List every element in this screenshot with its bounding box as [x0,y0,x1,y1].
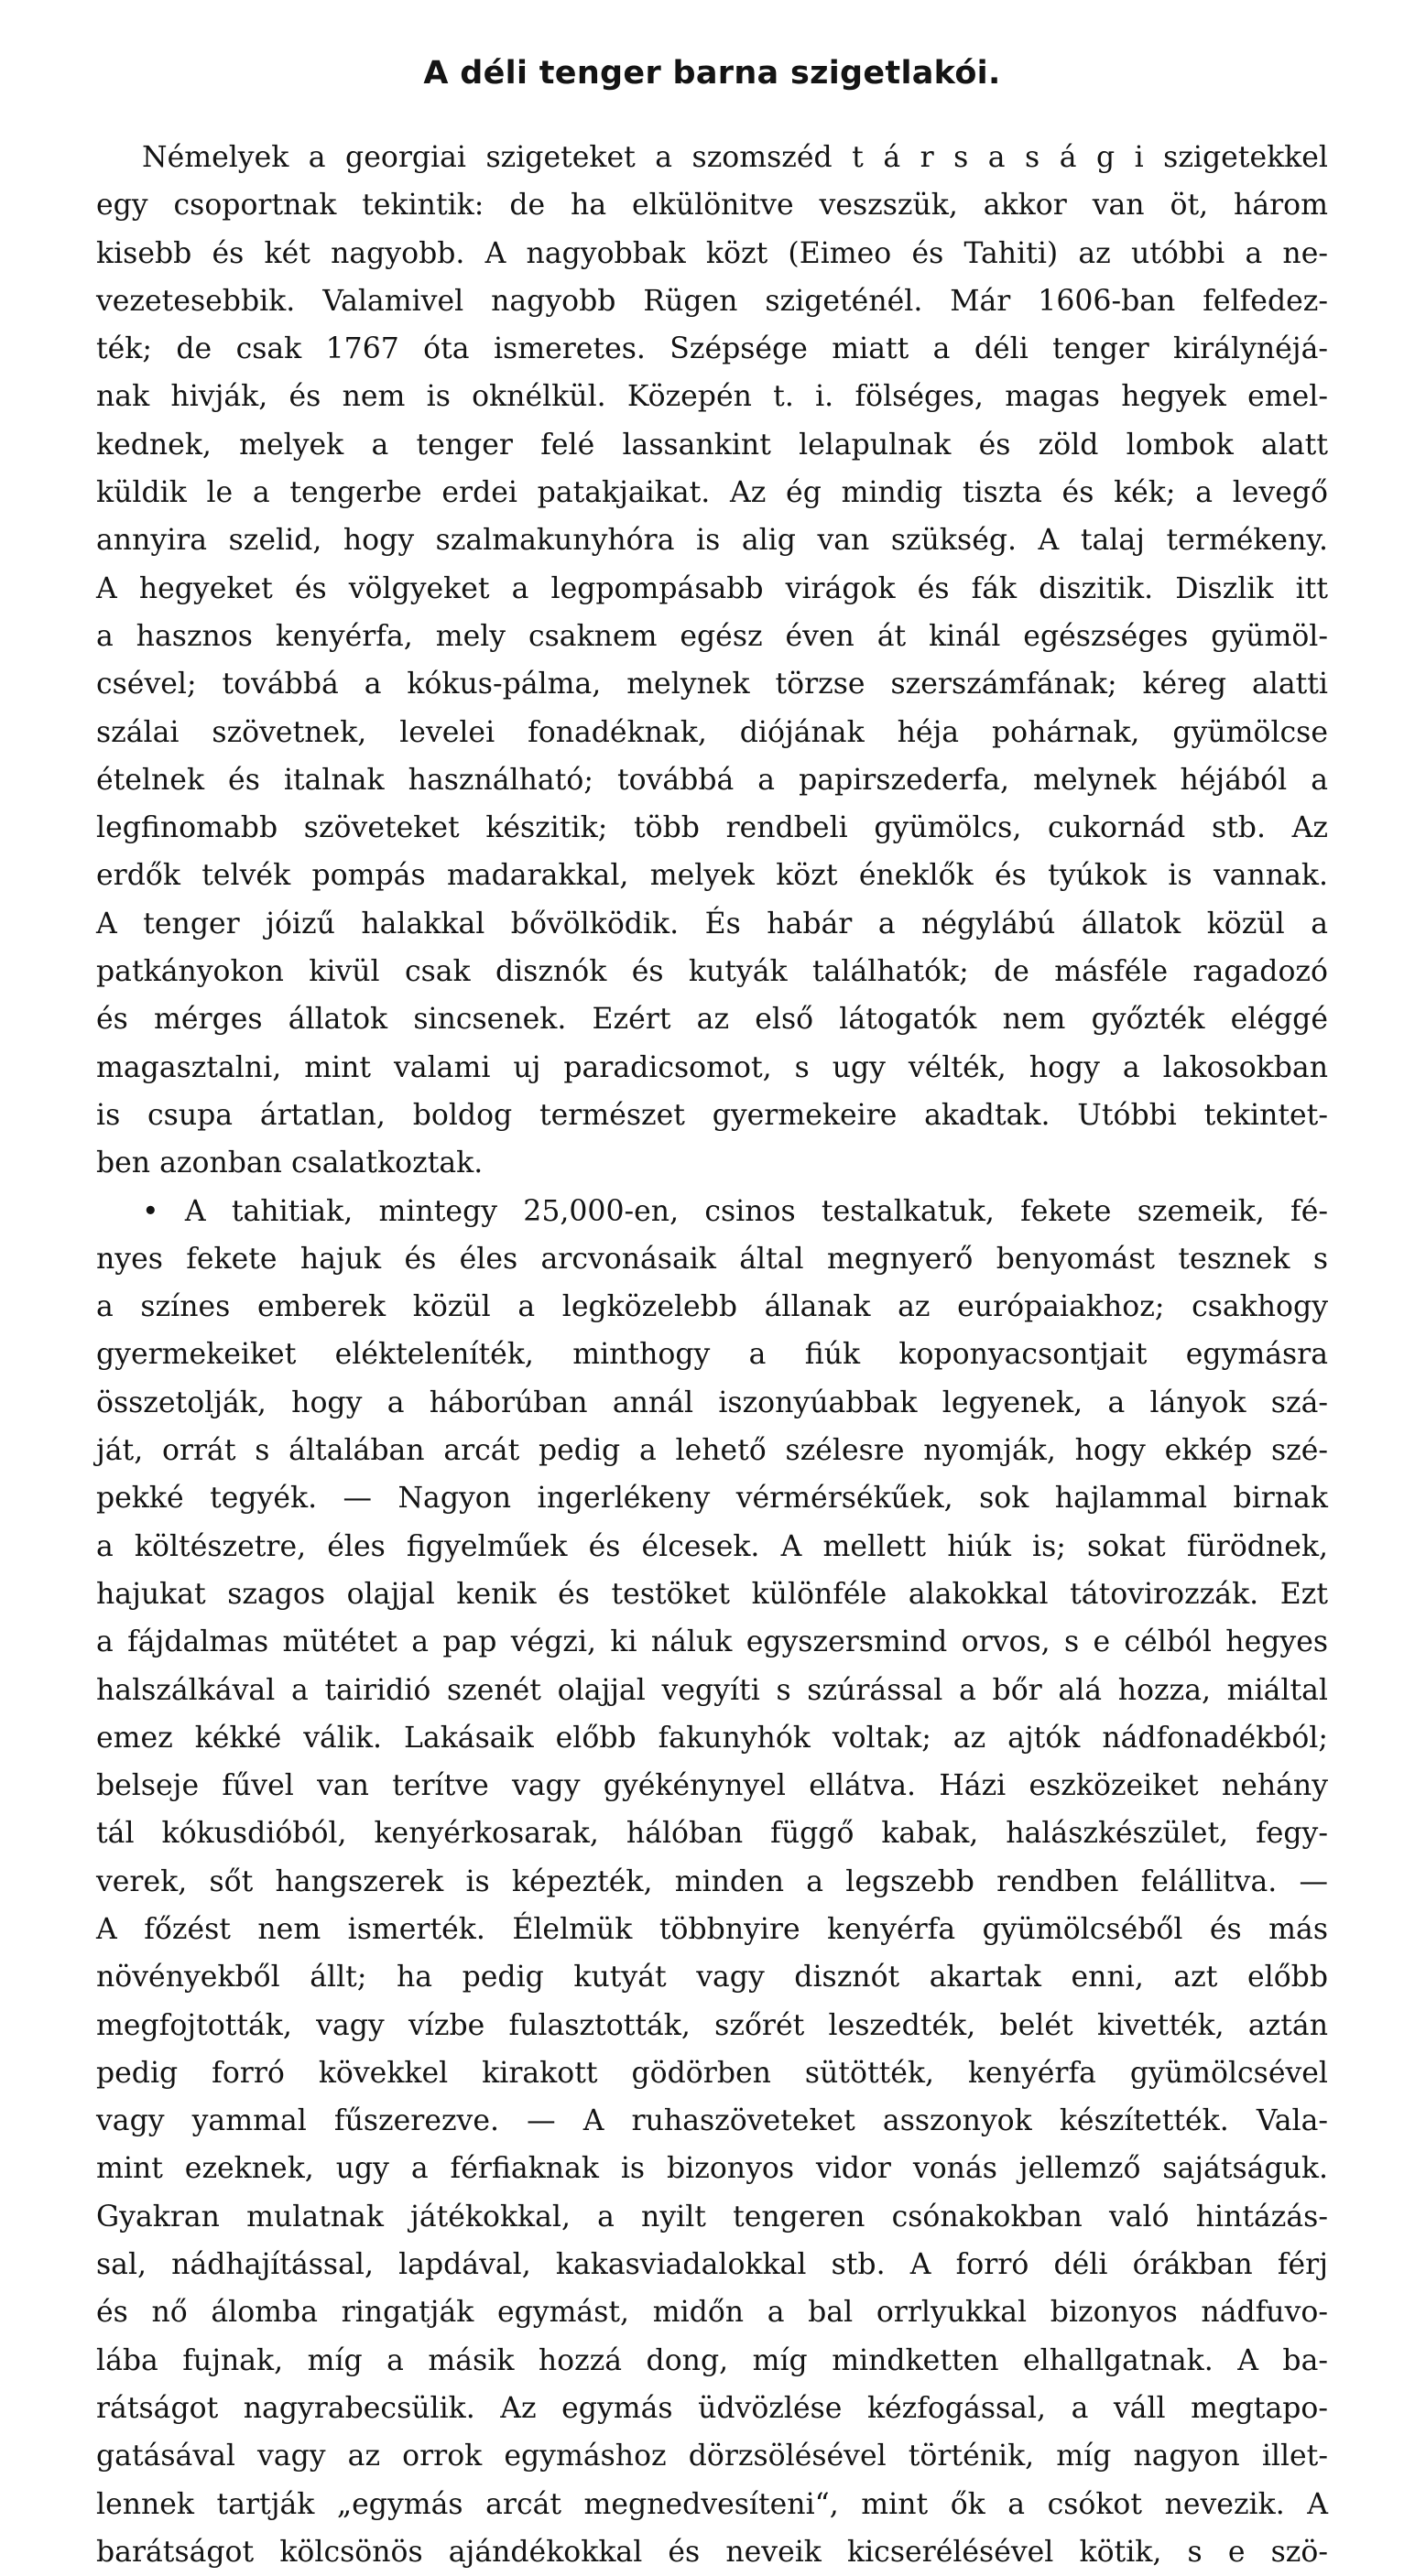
text-line: magasztalni, mint valami uj paradicsomot, s ugy vélték, hogy a lakosokban [96,1050,1328,1084]
text-line: belseje fűvel van terítve vagy gyékénynyel ellátva. Házi eszközeiket nehány [96,1769,1328,1803]
text-line: halszálkával a tairidió szenét olajjal vegyíti s szúrással a bőr alá hozza, miáltal [96,1673,1328,1707]
text-line: A tenger jóizű halakkal bővölködik. És habár a négylábú állatok közül a [96,907,1328,940]
text-line: is csupa ártatlan, boldog természet gyermekeire akadtak. Utóbbi tekintet- [96,1098,1328,1132]
text-line: gatásával vagy az orrok egymáshoz dörzsölésével történik, míg nagyon illet- [96,2440,1328,2473]
text-line: a színes emberek közül a legközelebb állanak az európaiakhoz; csakhogy [96,1290,1328,1324]
text-line: lennek tartják „egymás arcát megnedvesíteni“, mint ők a csókot nevezik. A [96,2487,1328,2521]
text-line: gyermekeiket elékteleníték, minthogy a fiúk koponyacsontjait egymásra [96,1338,1328,1372]
text-line: növényekből állt; ha pedig kutyát vagy disznót akartak enni, azt előbb [96,1961,1328,1994]
text-line: hajukat szagos olajjal kenik és testöket különféle alakokkal tátovirozzák. Ezt [96,1577,1328,1611]
text-line: legfinomabb szöveteket készitik; több rendbeli gyümölcs, cukornád stb. Az [96,811,1328,845]
text-line: vagy yammal fűszerezve. — A ruhaszöveteket asszonyok készítették. Vala- [96,2104,1328,2138]
text-line: patkányokon kivül csak disznók és kutyák találhatók; de másféle ragadozó [96,955,1328,989]
body-text [96,134,1328,2576]
text-line: küldik le a tengerbe erdei patakjaikat. Az ég mindig tiszta és kék; a levegő [96,476,1328,510]
text-line: emez kékké válik. Lakásaik előbb fakunyhók voltak; az ajtók nádfonadékból; [96,1721,1328,1755]
text-line: ételnek és italnak használható; továbbá a papirszederfa, melynek héjából a [96,763,1328,797]
text-line: barátságot kölcsönös ajándékokkal és neveik kicserélésével kötik, s e szö- [96,2535,1328,2569]
text-line: pedig forró kövekkel kirakott gödörben sütötték, kenyérfa gyümölcsével [96,2056,1328,2090]
text-line: ben azonban csalatkoztak. [96,1147,484,1180]
text-line: a fájdalmas mütétet a pap végzi, ki náluk egyszersmind orvos, s e célból hegyes [96,1625,1328,1659]
text-line: kednek, melyek a tenger felé lassankint lelapulnak és zöld lombok alatt [96,428,1328,462]
text-line: nak hivják, és nem is oknélkül. Közepén t. i. fölséges, magas hegyek emel- [96,380,1328,414]
text-line: megfojtották, vagy vízbe fulasztották, szőrét leszedték, belét kivették, aztán [96,2008,1328,2042]
text-line: rátságot nagyrabecsülik. Az egymás üdvözlése kézfogással, a váll megtapo- [96,2391,1328,2425]
text-line: tál kókusdióból, kenyérkosarak, hálóban függő kabak, halászkészület, fegy- [96,1817,1328,1851]
page-title: A déli tenger barna szigetlakói. [423,55,1001,92]
text-line: Némelyek a georgiai szigeteket a szomszéd t á r s a s á g i szigetekkel [142,141,1328,174]
text-line: ját, orrát s általában arcát pedig a lehető szélesre nyomják, hogy ekkép szé- [96,1434,1328,1468]
text-line: A hegyeket és völgyeket a legpompásabb virágok és fák diszitik. Diszlik itt [96,571,1328,605]
text-line: • A tahitiak, mintegy 25,000-en, csinos testalkatuk, fekete szemeik, fé- [142,1194,1328,1228]
text-line: verek, sőt hangszerek is képezték, minden a legszebb rendben felállitva. — [96,1864,1328,1898]
text-line: sal, nádhajítással, lapdával, kakasviadalokkal stb. A forró déli órákban férj [96,2248,1328,2282]
document-page [96,55,1328,2576]
text-line: nyes fekete hajuk és éles arcvonásaik által megnyerő benyomást tesznek s [96,1242,1328,1276]
text-line: mint ezeknek, ugy a férfiaknak is bizonyos vidor vonás jellemző sajátságuk. [96,2152,1328,2186]
text-line: és nő álomba ringatják egymást, midőn a bal orrlyukkal bizonyos nádfuvo- [96,2296,1328,2330]
text-line: kisebb és két nagyobb. A nagyobbak közt (Eimeo és Tahiti) az utóbbi a ne- [96,236,1328,270]
text-line: Gyakran mulatnak játékokkal, a nyilt tengeren csónakokban való hintázás- [96,2200,1328,2234]
text-line: annyira szelid, hogy szalmakunyhóra is alig van szükség. A talaj termékeny. [96,524,1328,558]
text-line: A főzést nem ismerték. Élelmük többnyire kenyérfa gyümölcséből és más [96,1912,1328,1946]
text-line: lába fujnak, míg a másik hozzá dong, míg mindketten elhallgatnak. A ba- [96,2343,1328,2377]
text-line: és mérges állatok sincsenek. Ezért az első látogatók nem győzték eléggé [96,1003,1328,1037]
text-line: szálai szövetnek, levelei fonadéknak, diójának héja pohárnak, gyümölcse [96,715,1328,749]
text-line: a költészetre, éles figyelműek és élcesek. A mellett hiúk is; sokat fürödnek, [96,1529,1328,1563]
text-line: vezetesebbik. Valamivel nagyobb Rügen szigeténél. Már 1606-ban felfedez- [96,284,1328,318]
text-line: erdők telvék pompás madarakkal, melyek közt éneklők és tyúkok is vannak. [96,859,1328,893]
text-line: egy csoportnak tekintik: de ha elkülönitve veszszük, akkor van öt, három [96,189,1328,223]
text-line: összetolják, hogy a háborúban annál iszonyúabbak legyenek, a lányok szá- [96,1386,1328,1419]
text-line: pekké tegyék. — Nagyon ingerlékeny vérmérsékűek, sok hajlammal birnak [96,1482,1328,1516]
text-line: ték; de csak 1767 óta ismeretes. Szépsége miatt a déli tenger királynéjá- [96,332,1328,366]
text-line: csével; továbbá a kókus-pálma, melynek törzse szerszámfának; kéreg alatti [96,668,1328,701]
text-line: a hasznos kenyérfa, mely csaknem egész éven át kinál egészséges gyümöl- [96,619,1328,653]
